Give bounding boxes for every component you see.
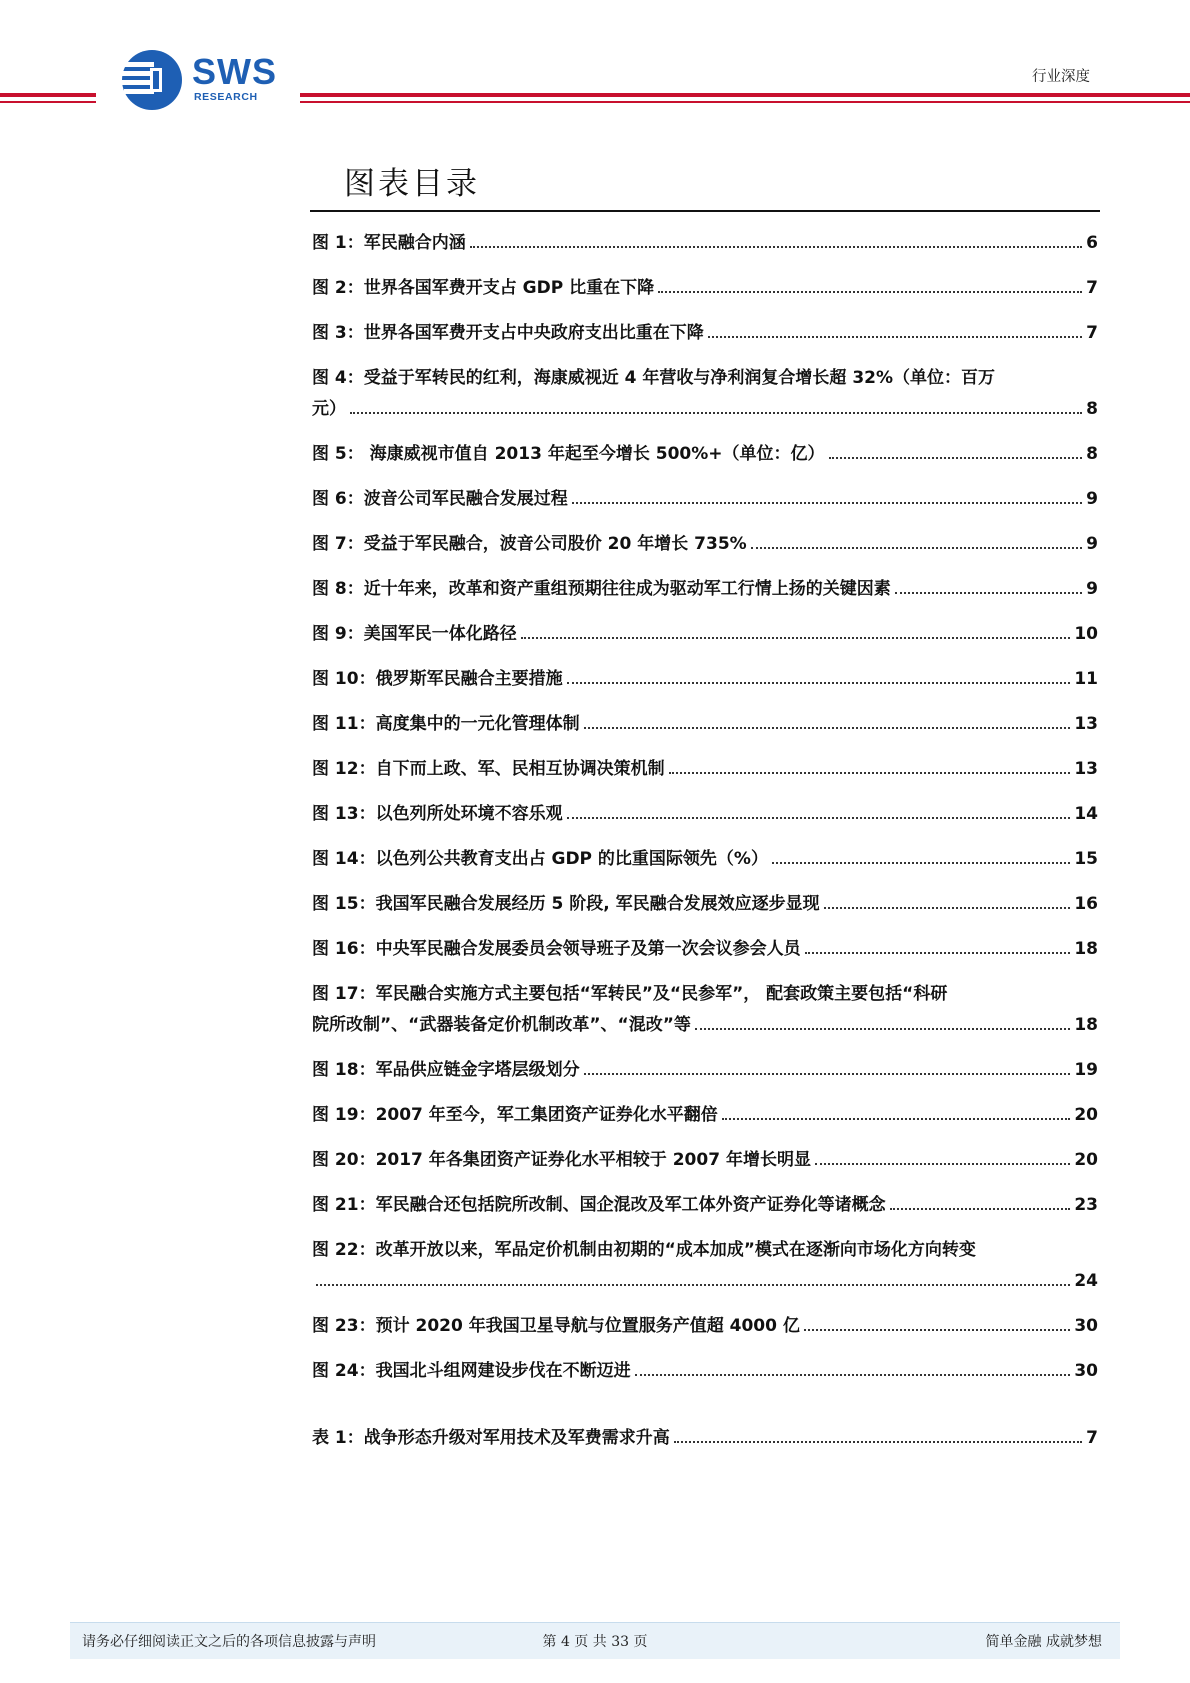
- toc-entry-label: 图 9：美国军民一体化路径: [312, 624, 517, 644]
- toc-entry[interactable]: [312, 1235, 1098, 1297]
- dot-leader: [805, 952, 1071, 954]
- toc-entry[interactable]: [312, 934, 1098, 965]
- toc-list: [312, 228, 1098, 1468]
- toc-entry-page: 23: [1074, 1195, 1098, 1215]
- toc-entry[interactable]: [312, 1145, 1098, 1176]
- dot-leader: [829, 457, 1083, 459]
- toc-entry[interactable]: [312, 664, 1098, 695]
- footer-slogan: 简单金融 成就梦想: [985, 1634, 1102, 1650]
- toc-entry-page: 19: [1074, 1060, 1098, 1080]
- toc-entry-page: 8: [1086, 399, 1098, 419]
- toc-entry[interactable]: [312, 228, 1098, 259]
- toc-entry-page: 13: [1074, 759, 1098, 779]
- dot-leader: [669, 772, 1071, 774]
- toc-entry[interactable]: [312, 619, 1098, 650]
- toc-entry-page: 7: [1086, 278, 1098, 298]
- toc-title: 图表目录: [344, 166, 480, 202]
- toc-entry-label: 图 15：我国军民融合发展经历 5 阶段, 军民融合发展效应逐步显现: [312, 894, 820, 914]
- toc-entry-page: 8: [1086, 444, 1098, 464]
- toc-entry-label: 图 16：中央军民融合发展委员会领导班子及第一次会议参会人员: [312, 939, 801, 959]
- sws-logo-icon: [120, 48, 184, 112]
- toc-entry-label: 图 14：以色列公共教育支出占 GDP 的比重国际领先（%）: [312, 849, 768, 869]
- dot-leader: [572, 502, 1082, 504]
- toc-entry-page: 24: [1074, 1271, 1098, 1291]
- toc-entry[interactable]: [312, 574, 1098, 605]
- toc-entry-page: 20: [1074, 1105, 1098, 1125]
- header-band-left-thin: [0, 101, 96, 103]
- toc-entry[interactable]: [312, 318, 1098, 349]
- toc-entry-label-line1: 图 17：军民融合实施方式主要包括“军转民”及“民参军”， 配套政策主要包括“科研: [312, 984, 948, 1004]
- report-type: 行业深度: [1032, 69, 1090, 85]
- toc-entry-label: 图 5： 海康威视市值自 2013 年起至今增长 500%+（单位：亿）: [312, 444, 825, 464]
- toc-entry-page: 9: [1086, 489, 1098, 509]
- dot-leader: [316, 1284, 1070, 1286]
- title-divider: [310, 210, 1100, 212]
- toc-entry-label: 图 6：波音公司军民融合发展过程: [312, 489, 568, 509]
- toc-entry[interactable]: [312, 979, 1098, 1041]
- toc-entry-label-line1: 图 22：改革开放以来，军品定价机制由初期的“成本加成”模式在逐渐向市场化方向转变: [312, 1240, 976, 1260]
- dot-leader: [695, 1028, 1070, 1030]
- toc-entry-label: 图 7：受益于军民融合，波音公司股价 20 年增长 735%: [312, 534, 747, 554]
- toc-entry-label: 图 10：俄罗斯军民融合主要措施: [312, 669, 563, 689]
- footer-disclaimer: 请务必仔细阅读正文之后的各项信息披露与声明: [82, 1634, 376, 1650]
- toc-entry-page: 11: [1074, 669, 1098, 689]
- toc-entry[interactable]: [312, 1311, 1098, 1342]
- toc-entry-label: 图 1：军民融合内涵: [312, 233, 466, 253]
- header-band-left: [0, 93, 96, 97]
- toc-entry-page: 9: [1086, 579, 1098, 599]
- dot-leader: [635, 1374, 1071, 1376]
- dot-leader: [567, 817, 1071, 819]
- toc-entry-page: 7: [1086, 323, 1098, 343]
- toc-entry-page: 16: [1074, 894, 1098, 914]
- figure-list: [312, 228, 1098, 1387]
- toc-entry-page: 7: [1086, 1428, 1098, 1448]
- dot-leader: [751, 547, 1082, 549]
- toc-entry-page: 14: [1074, 804, 1098, 824]
- toc-entry-page: 13: [1074, 714, 1098, 734]
- toc-entry-label: 图 19：2007 年至今，军工集团资产证券化水平翻倍: [312, 1105, 718, 1125]
- toc-entry-label: 图 12：自下而上政、军、民相互协调决策机制: [312, 759, 665, 779]
- dot-leader: [584, 727, 1071, 729]
- toc-entry[interactable]: [312, 709, 1098, 740]
- toc-entry-page: 30: [1074, 1361, 1098, 1381]
- brand-subtitle: RESEARCH: [194, 91, 258, 103]
- toc-entry-label: 院所改制”、“武器装备定价机制改革”、“混改”等: [312, 1015, 691, 1035]
- toc-entry-page: 15: [1074, 849, 1098, 869]
- page-footer: [70, 1622, 1120, 1659]
- dot-leader: [470, 246, 1082, 248]
- toc-entry-label: 图 8：近十年来，改革和资产重组预期往往成为驱动军工行情上扬的关键因素: [312, 579, 891, 599]
- dot-leader: [804, 1329, 1070, 1331]
- toc-entry-page: 20: [1074, 1150, 1098, 1170]
- toc-entry[interactable]: [312, 1055, 1098, 1086]
- sws-logo: [120, 48, 280, 112]
- toc-entry-label: 元）: [312, 399, 346, 419]
- dot-leader: [895, 592, 1082, 594]
- footer-page-info: 第 4 页 共 33 页: [542, 1634, 648, 1650]
- table-list: [312, 1423, 1098, 1454]
- toc-entry-label: 表 1：战争形态升级对军用技术及军费需求升高: [312, 1428, 670, 1448]
- toc-entry[interactable]: [312, 844, 1098, 875]
- dot-leader: [890, 1208, 1071, 1210]
- toc-entry[interactable]: [312, 1423, 1098, 1454]
- dot-leader: [824, 907, 1071, 909]
- toc-entry-label-line1: 图 4：受益于军转民的红利，海康威视近 4 年营收与净利润复合增长超 32%（单位：百万: [312, 368, 996, 388]
- dot-leader: [772, 862, 1070, 864]
- toc-entry-page: 30: [1074, 1316, 1098, 1336]
- toc-entry-page: 9: [1086, 534, 1098, 554]
- toc-entry-page: 10: [1074, 624, 1098, 644]
- dot-leader: [350, 412, 1082, 414]
- toc-entry[interactable]: [312, 363, 1098, 425]
- toc-entry[interactable]: [312, 889, 1098, 920]
- toc-entry[interactable]: [312, 529, 1098, 560]
- toc-entry-label: 图 3：世界各国军费开支占中央政府支出比重在下降: [312, 323, 704, 343]
- toc-entry[interactable]: [312, 439, 1098, 470]
- dot-leader: [567, 682, 1071, 684]
- dot-leader: [722, 1118, 1071, 1120]
- dot-leader: [584, 1073, 1071, 1075]
- toc-entry[interactable]: [312, 799, 1098, 830]
- toc-entry-label: 图 13：以色列所处环境不容乐观: [312, 804, 563, 824]
- toc-entry[interactable]: [312, 1356, 1098, 1387]
- toc-entry-page: 18: [1074, 1015, 1098, 1035]
- toc-entry-page: 6: [1086, 233, 1098, 253]
- toc-entry-label: 图 20：2017 年各集团资产证券化水平相较于 2007 年增长明显: [312, 1150, 811, 1170]
- dot-leader: [658, 291, 1082, 293]
- toc-entry-label: 图 21：军民融合还包括院所改制、国企混改及军工体外资产证券化等诸概念: [312, 1195, 886, 1215]
- toc-entry[interactable]: [312, 754, 1098, 785]
- toc-entry[interactable]: [312, 1190, 1098, 1221]
- toc-entry[interactable]: [312, 273, 1098, 304]
- toc-entry-label: 图 24：我国北斗组网建设步伐在不断迈进: [312, 1361, 631, 1381]
- header-band-right: [300, 93, 1190, 97]
- toc-entry[interactable]: [312, 1100, 1098, 1131]
- dot-leader: [674, 1441, 1082, 1443]
- toc-entry[interactable]: [312, 484, 1098, 515]
- brand-name: SWS: [192, 51, 278, 92]
- dot-leader: [708, 336, 1082, 338]
- dot-leader: [815, 1163, 1070, 1165]
- toc-entry-label: 图 18：军品供应链金字塔层级划分: [312, 1060, 580, 1080]
- toc-entry-label: 图 23：预计 2020 年我国卫星导航与位置服务产值超 4000 亿: [312, 1316, 800, 1336]
- toc-entry-page: 18: [1074, 939, 1098, 959]
- header-band-right-thin: [300, 101, 1190, 103]
- dot-leader: [521, 637, 1071, 639]
- toc-entry-label: 图 11：高度集中的一元化管理体制: [312, 714, 580, 734]
- toc-entry-label: 图 2：世界各国军费开支占 GDP 比重在下降: [312, 278, 655, 298]
